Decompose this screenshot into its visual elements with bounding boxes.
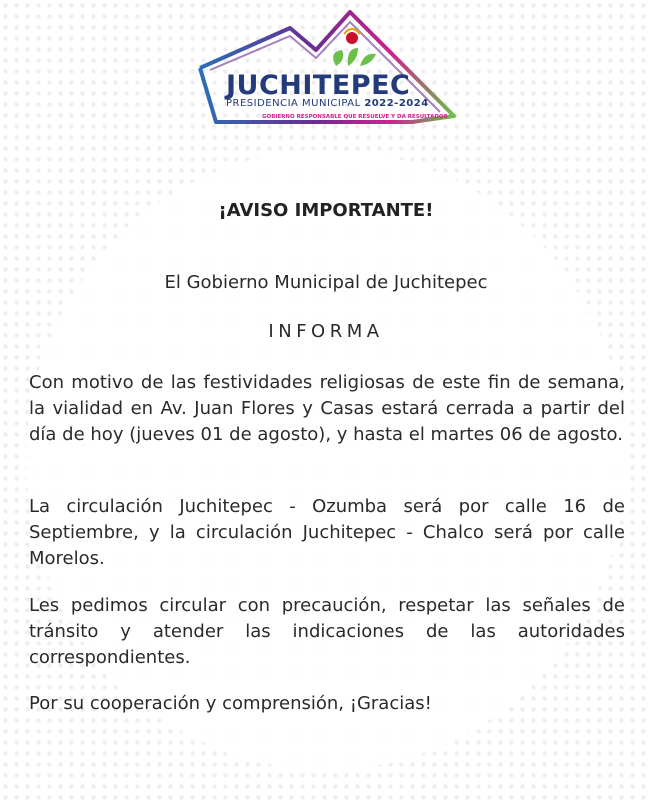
- logo-subtitle-years: 2022-2024: [364, 98, 429, 109]
- government-line: El Gobierno Municipal de Juchitepec: [164, 272, 488, 293]
- logo-slogan: GOBIERNO RESPONSABLE QUE RESUELVE Y DA RESULTADOS: [262, 114, 448, 120]
- logo-title: JUCHITEPEC: [226, 70, 411, 101]
- logo-subtitle-prefix: PRESIDENCIA MUNICIPAL: [226, 98, 361, 109]
- notice-heading: ¡AVISO IMPORTANTE!: [218, 200, 434, 221]
- notice-paragraph-thanks: Por su cooperación y comprensión, ¡Gracias!: [29, 693, 432, 714]
- notice-paragraph-detour: La circulación Juchitepec - Ozumba será por calle 16 de Septiembre, y la circulación Juchitepec - Chalco será por calle Morelos.: [29, 496, 625, 569]
- notice-paragraph-closure: Con motivo de las festividades religiosas de este fin de semana, la vialidad en Av. Juan Flores y Casas estará cerrada a partir del día de hoy (jueves 01 de agosto), y hasta el martes 06 de agosto.: [29, 372, 625, 445]
- notice-paragraph-caution: Les pedimos circular con precaución, respetar las señales de tránsito y atender las indicaciones de las autoridades correspondientes.: [29, 595, 625, 668]
- informa-line: INFORMA: [268, 321, 384, 342]
